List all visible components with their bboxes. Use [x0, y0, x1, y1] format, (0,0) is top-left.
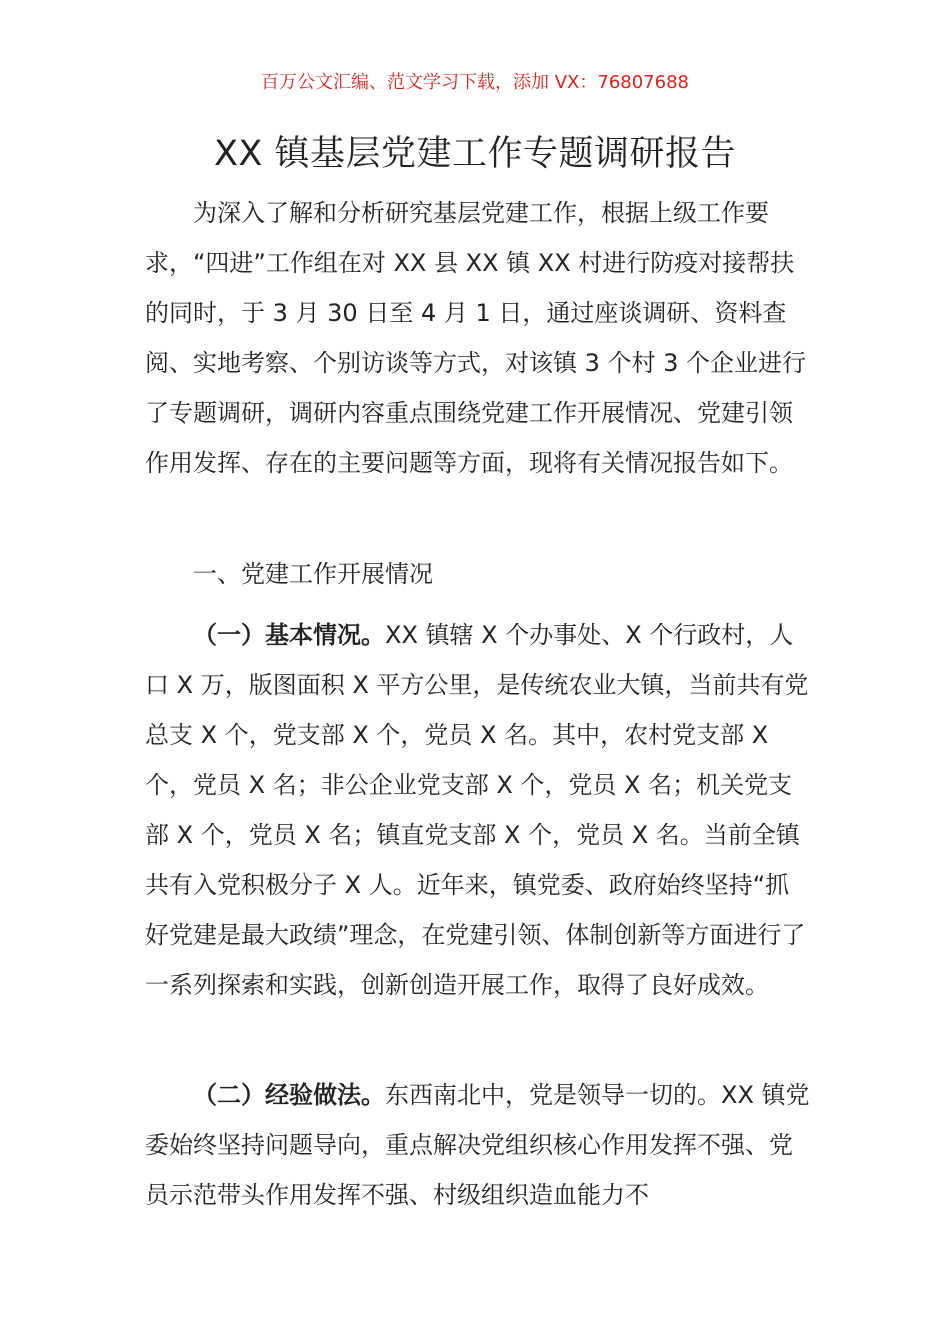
header-note: 百万公文汇编、范文学习下载，添加 VX：76807688 — [261, 72, 689, 93]
experience-paragraph — [145, 1070, 810, 1220]
subsection-text-1: XX 镇辖 X 个办事处、X 个行政村，人口 X 万，版图面积 X 平方公里，是传统农业大镇，当前共有党总支 X 个，党支部 X 个，党员 X 名。其中，农村党支部 X 个，党员 X 名；非公企业党支部 X 个，党员 X 名；机关党支部 X 个，党员 X 名；镇直党支部 X 个，党员 X 名。当前全镇共有入党积极分子 X 人。近年来，镇党委、政府始终坚持“抓好党建是最大政绩”理念，在党建引领、体制创新等方面进行了一系列探索和实践，创新创造开展工作，取得了良好成效。 — [145, 621, 809, 999]
subsection-label-1: （一）基本情况。 — [193, 621, 385, 649]
subsection-label-2: （二）经验做法。 — [193, 1081, 385, 1109]
section-heading-1: 一、党建工作开展情况 — [193, 560, 433, 588]
intro-paragraph: 为深入了解和分析研究基层党建工作，根据上级工作要求，“四进”工作组在对 XX 县 XX 镇 XX 村进行防疫对接帮扶的同时，于 3 月 30 日至 4 月 1 日，通过座谈调研、资料查阅、实地考察、个别访谈等方式，对该镇 3 个村 3 个企业进行了专题调研，调研内容重点围绕党建工作开展情况、党建引领作用发挥、存在的主要问题等方面，现将有关情况报告如下。 — [145, 199, 807, 477]
basic-situation-paragraph — [145, 610, 810, 1010]
document-title: XX 镇基层党建工作专题调研报告 — [213, 134, 737, 174]
subsection-text-2: 东西南北中，党是领导一切的。XX 镇党委始终坚持问题导向，重点解决党组织核心作用发挥不强、党员示范带头作用发挥不强、村级组织造血能力不 — [145, 1081, 810, 1209]
